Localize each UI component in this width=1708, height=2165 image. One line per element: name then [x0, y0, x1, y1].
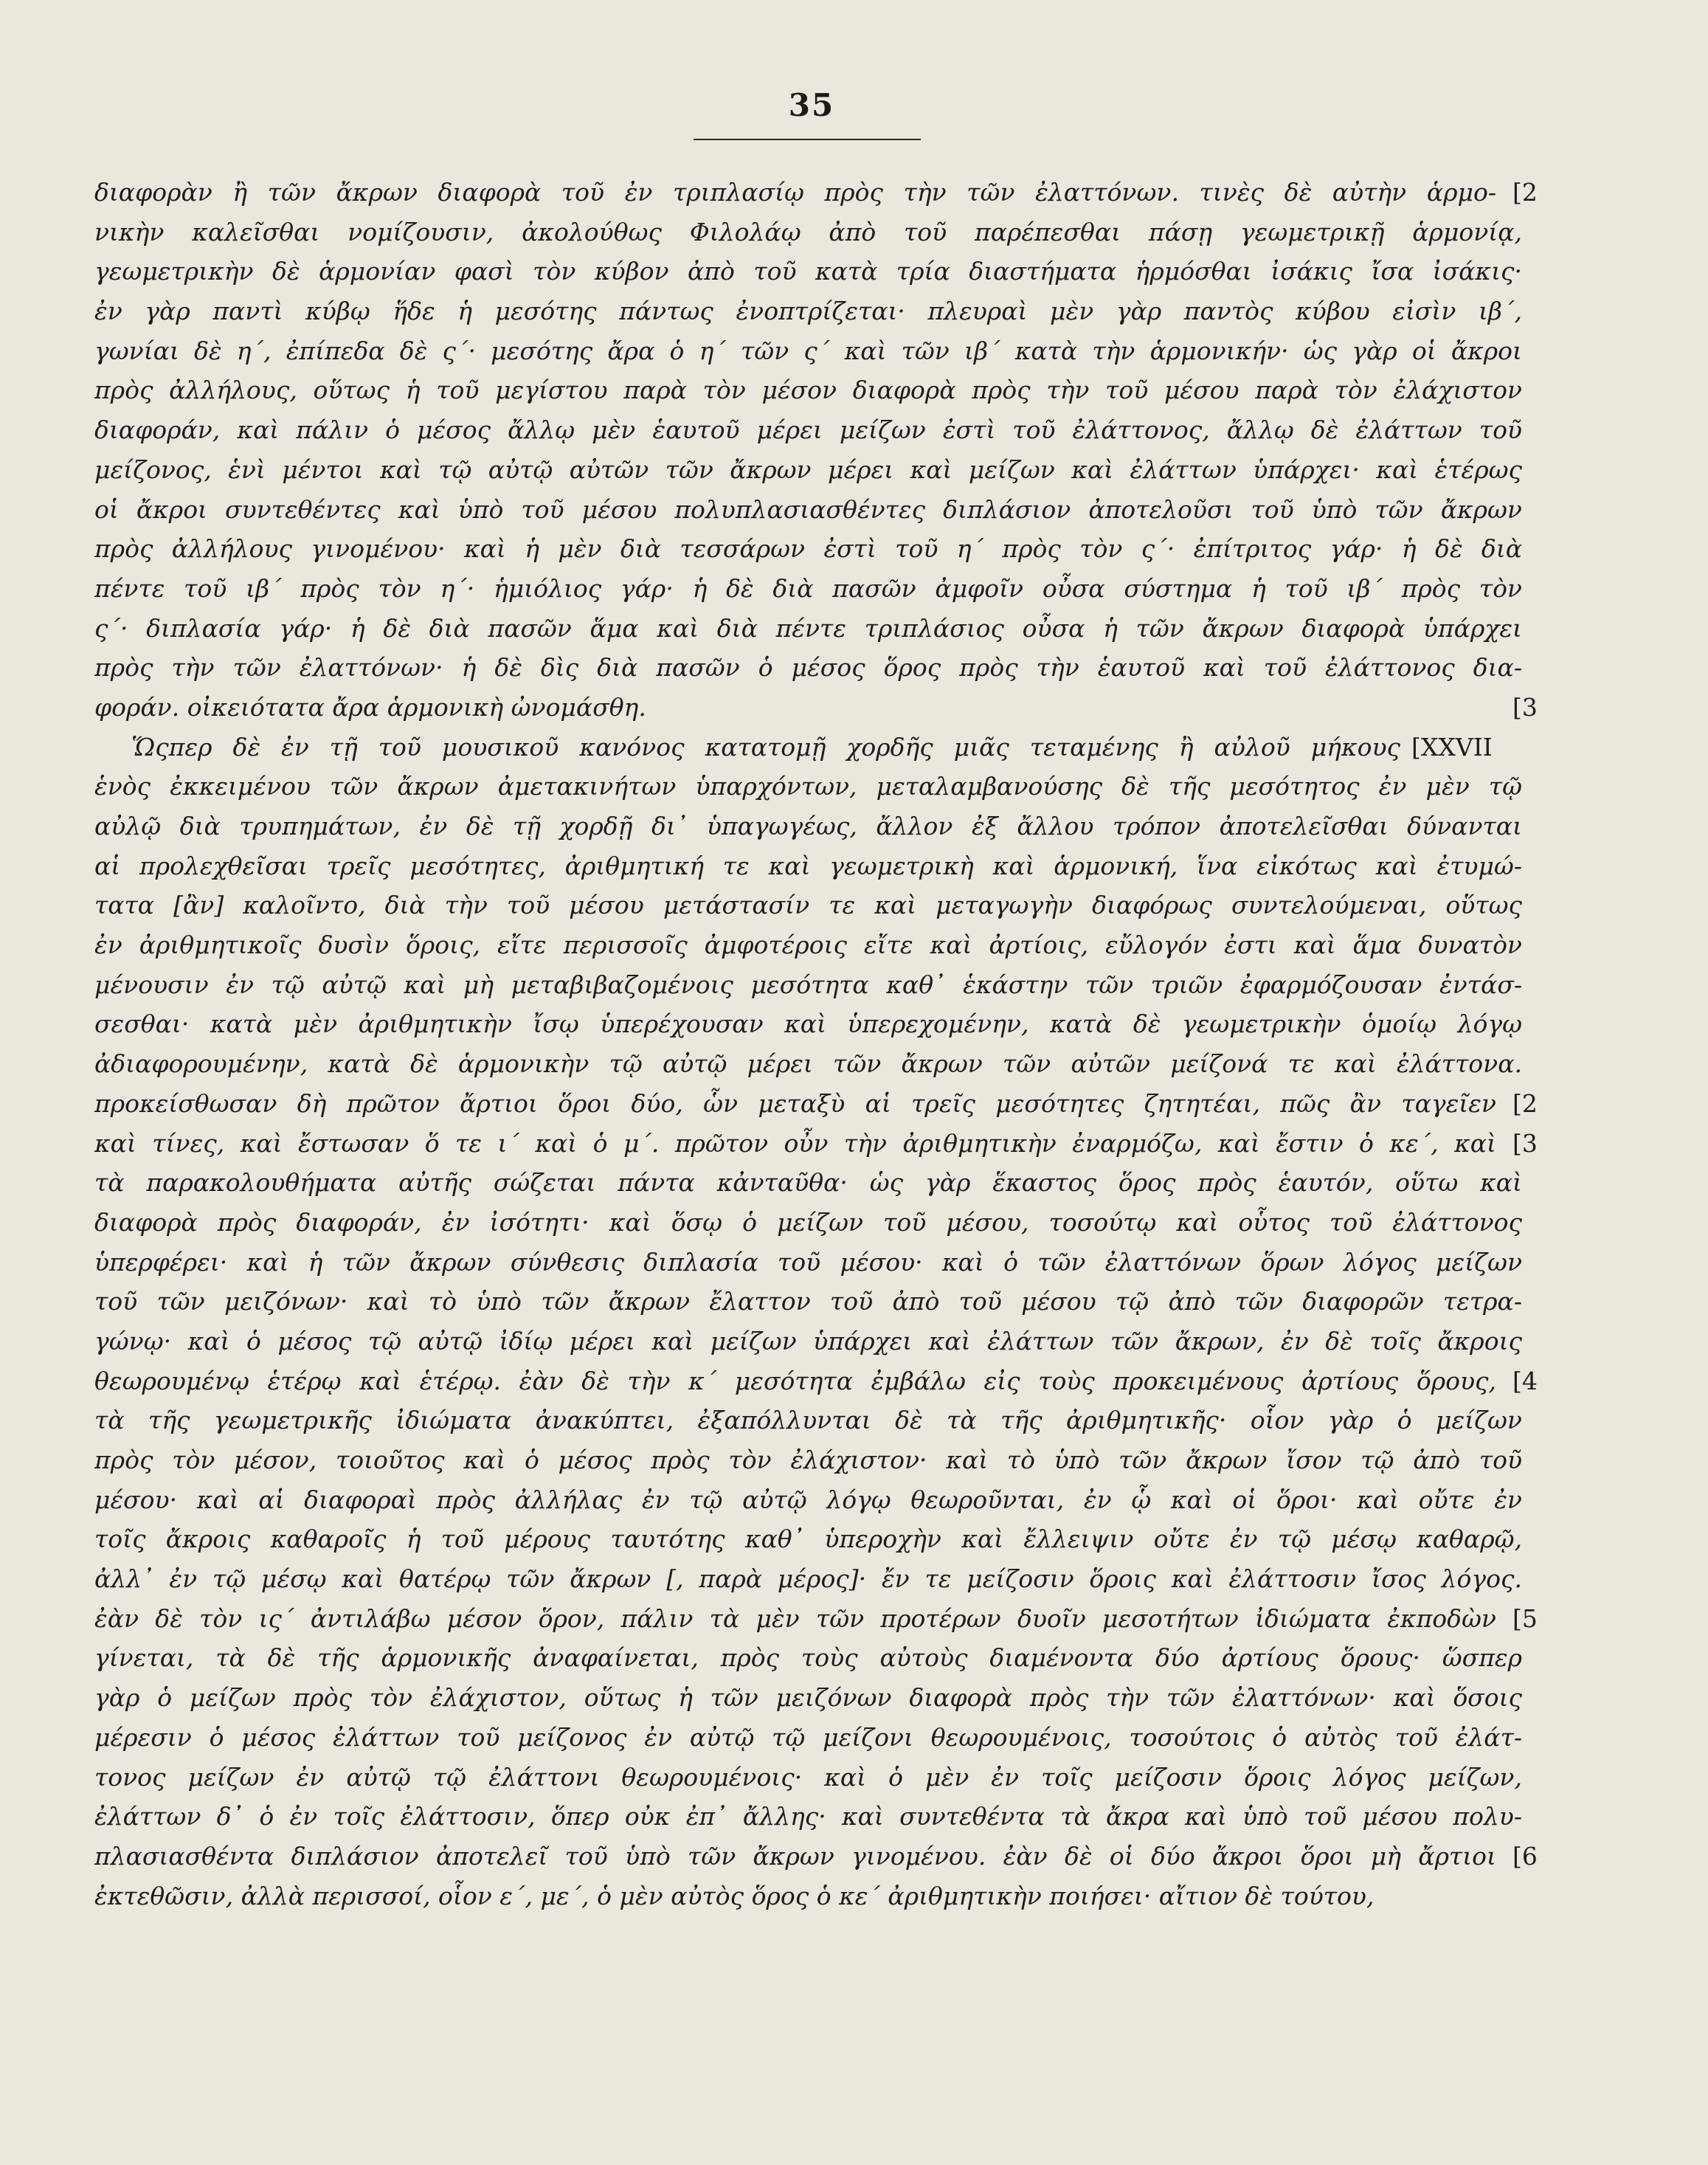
text-line: τὰ παρακολουθήματα αὐτῆς σώζεται πάντα κἀνταῦθα· ὡς γὰρ ἕκαστος ὅρος πρὸς ἑαυτόν, οὕτω καὶ: [94, 1168, 1522, 1198]
text-line: πέντε τοῦ ιβ΄ πρὸς τὸν η΄· ἡμιόλιος γάρ· ἡ δὲ διὰ πασῶν ἀμφοῖν οὖσα σύστημα ἡ τοῦ ιβ΄ πρὸς τὸν: [94, 573, 1522, 603]
text-line: ἐλάττων δ᾽ ὁ ἐν τοῖς ἐλάττοσιν, ὅπερ οὐκ ἐπ᾽ ἄλλης· καὶ συντεθέντα τὰ ἄκρα καὶ ὑπὸ τοῦ μέσου πολυ-: [94, 1802, 1522, 1831]
text-line: τὰ τῆς γεωμετρικῆς ἰδιώματα ἀνακύπτει, ἐξαπόλλυνται δὲ τὰ τῆς ἀριθμητικῆς· οἷον γὰρ ὁ μείζων: [94, 1406, 1522, 1435]
text-line: οἱ ἄκροι συντεθέντες καὶ ὑπὸ τοῦ μέσου πολυπλασιασθέντες διπλάσιον ἀποτελοῦσι τοῦ ὑπὸ τῶν ἄκρων: [94, 494, 1522, 524]
text-line: ἐκτεθῶσιν, ἀλλὰ περισσοί, οἷον ε΄, με΄, ὁ μὲν αὐτὸς ὅρος ὁ κε΄ ἀριθμητικὴν ποιήσει· αἴτιον δὲ τούτου,: [94, 1881, 1375, 1910]
text-line: αὐλῷ διὰ τρυπημάτων, ἐν δὲ τῇ χορδῇ δι᾽ ὑπαγωγέως, ἄλλον ἐξ ἄλλου τρόπον ἀποτελεῖσθαι δύνανται: [94, 812, 1522, 840]
text-line: ἀδιαφορουμένην, κατὰ δὲ ἁρμονικὴν τῷ αὐτῷ μέρει τῶν ἄκρων τῶν αὐτῶν μείζονά τε καὶ ἐλάττονα.: [94, 1049, 1522, 1079]
text-line: αἱ προλεχθεῖσαι τρεῖς μεσότητες, ἀριθμητική τε καὶ γεωμετρικὴ καὶ ἁρμονική, ἵνα εἰκότως καὶ ἐτυμώ-: [94, 851, 1522, 880]
section-marker: [6: [1512, 1842, 1538, 1871]
section-marker: [5: [1512, 1604, 1538, 1634]
text-line: μέρεσιν ὁ μέσος ἐλάττων τοῦ μείζονος ἐν αὐτῷ τῷ μείζονι θεωρουμένοις, τοσούτοις ὁ αὐτὸς τοῦ ἐλάτ-: [94, 1722, 1522, 1752]
section-marker: [2: [1512, 1089, 1538, 1119]
text-line: πρὸς τὸν μέσον, τοιοῦτος καὶ ὁ μέσος πρὸς τὸν ἐλάχιστον· καὶ τὸ ὑπὸ τῶν ἄκρων ἴσον τῷ ἀπὸ τοῦ: [94, 1446, 1522, 1474]
text-line: μέσου· καὶ αἱ διαφοραὶ πρὸς ἀλλήλας ἐν τῷ αὐτῷ λόγῳ θεωροῦνται, ἐν ᾧ καὶ οἱ ὅροι· καὶ οὔτε ἐν: [94, 1485, 1522, 1514]
text-line: διαφοράν, καὶ πάλιν ὁ μέσος ἄλλῳ μὲν ἑαυτοῦ μέρει μείζων ἐστὶ τοῦ ἐλάττονος, ἄλλῳ δὲ ἐλάττων τοῦ: [94, 415, 1522, 445]
text-line: ὑπερφέρει· καὶ ἡ τῶν ἄκρων σύνθεσις διπλασία τοῦ μέσου· καὶ ὁ τῶν ἐλαττόνων ὅρων λόγος μείζων: [94, 1247, 1522, 1277]
text-line: ἀλλ᾽ ἐν τῷ μέσῳ καὶ θατέρῳ τῶν ἄκρων [, παρὰ μέρος]· ἔν τε μείζοσιν ὅροις καὶ ἐλάττοσιν ἴσος λόγος.: [94, 1564, 1522, 1594]
text-line: καὶ τίνες, καὶ ἔστωσαν ὅ τε ι΄ καὶ ὁ μ΄. πρῶτον οὖν τὴν ἀριθμητικὴν ἐναρμόζω, καὶ ἔστιν ὁ κε΄, καὶ: [94, 1128, 1496, 1158]
text-line: θεωρουμένῳ ἑτέρῳ καὶ ἑτέρῳ. ἐὰν δὲ τὴν κ΄ μεσότητα ἐμβάλω εἰς τοὺς προκειμένους ἀρτίους ὅρους,: [94, 1366, 1496, 1395]
header-rule: [694, 139, 921, 140]
text-line: ἐν ἀριθμητικοῖς δυσὶν ὅροις, εἴτε περισσοῖς ἀμφοτέροις εἴτε καὶ ἀρτίοις, εὔλογόν ἐστι καὶ ἅμα δυνατὸν: [94, 930, 1522, 960]
text-line: γώνῳ· καὶ ὁ μέσος τῷ αὐτῷ ἰδίῳ μέρει καὶ μείζων ὑπάρχει καὶ ἐλάττων τῶν ἄκρων, ἐν δὲ τοῖς ἄκροις: [94, 1326, 1522, 1356]
section-marker: [4: [1512, 1367, 1538, 1395]
body-text: [94, 173, 1538, 1916]
section-marker: [3: [1512, 1128, 1538, 1158]
text-line: τοῖς ἄκροις καθαροῖς ἡ τοῦ μέρους ταυτότης καθ᾽ ὑπεροχὴν καὶ ἔλλειψιν οὔτε ἐν τῷ μέσῳ καθαρῷ,: [94, 1525, 1522, 1554]
section-marker: [XXVII: [1411, 732, 1493, 762]
text-line: τοῦ τῶν μειζόνων· καὶ τὸ ὑπὸ τῶν ἄκρων ἔλαττον τοῦ ἀπὸ τοῦ μέσου τῷ ἀπὸ τῶν διαφορῶν τετρα-: [94, 1287, 1522, 1316]
text-line: ἐὰν δὲ τὸν ις΄ ἀντιλάβω μέσον ὅρον, πάλιν τὰ μὲν τῶν προτέρων δυοῖν μεσοτήτων ἰδιώματα ἐκποδὼν: [94, 1603, 1496, 1633]
text-line: πρὸς ἀλλήλους γινομένου· καὶ ἡ μὲν διὰ τεσσάρων ἐστὶ τοῦ η΄ πρὸς τὸν ς΄· ἐπίτριτος γάρ· ἡ δὲ διὰ: [94, 534, 1522, 564]
text-line: πρὸς ἀλλήλους, οὕτως ἡ τοῦ μεγίστου παρὰ τὸν μέσον διαφορὰ πρὸς τὴν τοῦ μέσου παρὰ τὸν ἐλάχιστον: [94, 376, 1522, 405]
text-line: ἐν γὰρ παντὶ κύβῳ ἥδε ἡ μεσότης πάντως ἐνοπτρίζεται· πλευραὶ μὲν γὰρ παντὸς κύβου εἰσὶν ιβ΄,: [94, 297, 1522, 326]
section-marker: [2: [1512, 178, 1538, 207]
text-line: γεωμετρικὴν δὲ ἁρμονίαν φασὶ τὸν κύβον ἀπὸ τοῦ κατὰ τρία διαστήματα ἡρμόσθαι ἰσάκις ἴσα ἰσάκις·: [94, 257, 1522, 286]
text-line: προκείσθωσαν δὴ πρῶτον ἄρτιοι ὅροι δύο, ὧν μεταξὺ αἱ τρεῖς μεσότητες ζητητέαι, πῶς ἂν ταγεῖεν: [94, 1088, 1496, 1118]
text-line: μείζονος, ἑνὶ μέντοι καὶ τῷ αὐτῷ αὐτῶν τῶν ἄκρων μέρει καὶ μείζων καὶ ἐλάττων ὑπάρχει· καὶ ἑτέρως: [94, 455, 1522, 484]
text-line: γωνίαι δὲ η΄, ἐπίπεδα δὲ ς΄· μεσότης ἄρα ὁ η΄ τῶν ς΄ καὶ τῶν ιβ΄ κατὰ τὴν ἁρμονικήν· ὡς γὰρ οἱ ἄκροι: [94, 336, 1522, 365]
text-line: διαφορὰ πρὸς διαφοράν, ἐν ἰσότητι· καὶ ὅσῳ ὁ μείζων τοῦ μέσου, τοσούτῳ καὶ οὗτος τοῦ ἐλάττονος: [94, 1207, 1522, 1237]
text-line: πρὸς τὴν τῶν ἐλαττόνων· ἡ δὲ δὶς διὰ πασῶν ὁ μέσος ὅρος πρὸς τὴν ἑαυτοῦ καὶ τοῦ ἐλάττονος δια-: [94, 653, 1522, 683]
section-marker: [3: [1512, 693, 1538, 722]
text-line: διαφορὰν ἢ τῶν ἄκρων διαφορὰ τοῦ ἐν τριπλασίῳ πρὸς τὴν τῶν ἐλαττόνων. τινὲς δὲ αὐτὴν ἁρμο-: [94, 178, 1496, 207]
text-line: τατα [ἂν] καλοῖντο, διὰ τὴν τοῦ μέσου μετάστασίν τε καὶ μεταγωγὴν διαφόρως συντελούμεναι, οὕτως: [94, 891, 1522, 920]
text-line: πλασιασθέντα διπλάσιον ἀποτελεῖ τοῦ ὑπὸ τῶν ἄκρων γινομένου. ἐὰν δὲ οἱ δύο ἄκροι ὅροι μὴ ἄρτιοι: [94, 1841, 1496, 1871]
text-line: ς΄· διπλασία γάρ· ἡ δὲ διὰ πασῶν ἅμα καὶ διὰ πέντε τριπλάσιος οὖσα ἡ τῶν ἄκρων διαφορὰ ὑπάρχει: [94, 613, 1522, 643]
text-line: μένουσιν ἐν τῷ αὐτῷ καὶ μὴ μεταβιβαζομένοις μεσότητα καθ᾽ ἑκάστην τῶν τριῶν ἐφαρμόζουσαν ἐντάσ-: [94, 970, 1522, 999]
page-number: 35: [788, 87, 835, 123]
text-line: φοράν. οἰκειότατα ἄρα ἁρμονικὴ ὠνομάσθη.: [94, 692, 646, 722]
text-line: νικὴν καλεῖσθαι νομίζουσιν, ἀκολούθως Φιλολάῳ ἀπὸ τοῦ παρέπεσθαι πάσῃ γεωμετρικῇ ἁρμονίᾳ,: [94, 217, 1522, 246]
text-line: γίνεται, τὰ δὲ τῆς ἁρμονικῆς ἀναφαίνεται, πρὸς τοὺς αὐτοὺς διαμένοντα δύο ἀρτίους ὅρους· ὥσπερ: [94, 1643, 1522, 1673]
text-line: ἑνὸς ἐκκειμένου τῶν ἄκρων ἀμετακινήτων ὑπαρχόντων, μεταλαμβανούσης δὲ τῆς μεσότητος ἐν μὲν τῷ: [94, 772, 1522, 801]
text-line: Ὥςπερ δὲ ἐν τῇ τοῦ μουσικοῦ κανόνος κατατομῇ χορδῆς μιᾶς τεταμένης ἢ αὐλοῦ μήκους: [131, 732, 1400, 762]
text-line: τονος μείζων ἐν αὐτῷ τῷ ἐλάττονι θεωρουμένοις· καὶ ὁ μὲν ἐν τοῖς μείζοσιν ὅροις λόγος μείζων,: [94, 1762, 1522, 1792]
text-line: σεσθαι· κατὰ μὲν ἀριθμητικὴν ἴσῳ ὑπερέχουσαν καὶ ὑπερεχομένην, κατὰ δὲ γεωμετρικὴν ὁμοίῳ λόγῳ: [94, 1009, 1522, 1039]
text-line: γὰρ ὁ μείζων πρὸς τὸν ἐλάχιστον, οὕτως ἡ τῶν μειζόνων διαφορὰ πρὸς τὴν τῶν ἐλαττόνων· καὶ ὅσοις: [94, 1683, 1522, 1713]
